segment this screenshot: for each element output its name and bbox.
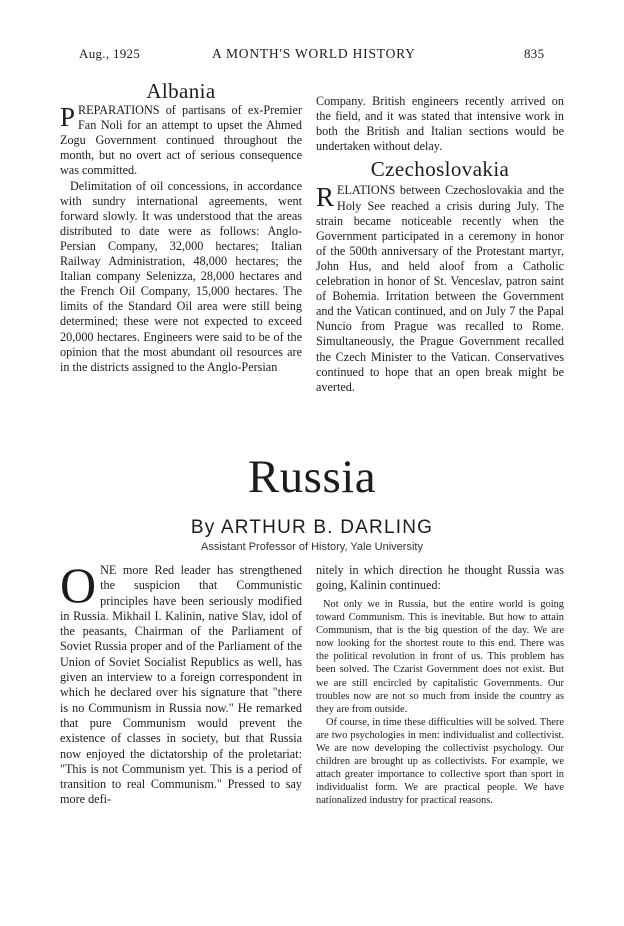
- russia-left-column: [60, 557, 302, 808]
- czechoslovakia-title: Czechoslovakia: [370, 157, 510, 182]
- kalinin-quote: [316, 598, 564, 808]
- author-name: ARTHUR B. DARLING: [220, 517, 434, 538]
- right-top-column: [316, 94, 564, 395]
- russia-body: [60, 557, 302, 808]
- czechoslovakia-paragraph-1: [316, 183, 564, 394]
- albania-paragraph-1: [60, 103, 302, 178]
- albania-drop-cap: P: [60, 102, 76, 133]
- albania-title: Albania: [146, 79, 216, 103]
- czechoslovakia-drop-cap: R: [316, 182, 335, 213]
- czechoslovakia-paragraph-1-text: ELATIONS between Czechoslovakia and the Holy See reached a crisis during July. The strain became noticeable recently when the Government participated in a ceremony in honor of the 500th anniversary of the Protestant martyr, John Hus, and held aloof from a Catholic celebration in honor of St. Venceslav, patron saint of Bohemia. Irritation between the Government and the Vatican continued, and on July 7 the Papal Nuncio from Prague was recalled to Rome. Simultaneously, the Prague Government recalled the Czech Minister to the Vatican. Conservatives continued to hope that an open break might be averted.: [316, 183, 564, 394]
- albania-section: [60, 79, 302, 375]
- albania-paragraph-1-text: REPARATIONS of partisans of ex-Premier Fan Noli for an attempt to upset the Ahmed Zogu Government continued throughout the month, but no overt act of serious consequence was committed.: [60, 103, 302, 178]
- quote-paragraph-1: Not only we in Russia, but the entire world is going toward Communism. This is inevitable. But how to attain Communism, that is the big question of the day. We are now looking for the shortest route to this end. There was the political revolution in front of us. This problem has been solved. The Czarist Government does not exist. But we are still encircled by capitalistic Governments. Our troubles now are not so much from inside the country as they are from outside.: [316, 599, 564, 715]
- header-title: A MONTH'S WORLD HISTORY: [212, 46, 416, 61]
- albania-continued: Company. British engineers recently arrived on the field, and it was stated that intensive work in both the British and Italian sections would be undertaken without delay.: [316, 94, 564, 154]
- header-date: Aug., 1925: [79, 46, 141, 61]
- author-affiliation: Assistant Professor of History, Yale University: [201, 541, 423, 553]
- quote-paragraph-2: Of course, in time these difficulties will be solved. There are two psychologies in men: individualist and collectivist. We are now developing the collectivist psychology. Our children are brought up as collectivists. For example, we attach greater importance to collective sport than sport in individualist form. We are practical people. We have nationalized industry for practical reasons.: [316, 716, 564, 807]
- russia-body-text: NE more Red leader has strengthened the suspicion that Communistic principles have been seriously modified in Russia. Mikhail I. Kalinin, native Slav, idol of the peasants, Chairman of the Parliament of Soviet Russia proper and of the Parliament of the Union of Soviet Socialist Republics as well, has given an interview to a foreign correspondent in which he declared over his signature that "there is no Communism in Russia now." He remarked that pure Communism would prevent the existence of classes in society, but that Russia now enjoyed the dictatorship of the proletariat: "This is not Communism yet. This is a period of transition to real Communism." Pressed to say more defi-: [60, 563, 302, 807]
- russia-drop-cap: O: [60, 557, 97, 613]
- russia-title: Russia: [247, 451, 377, 503]
- header-page-number: 835: [524, 46, 545, 61]
- albania-paragraph-2: Delimitation of oil concessions, in accordance with sundry international agreements, went forward slowly. It was understood that the areas distributed to date were as follows: Anglo-Persian Company, 32,000 hectares; Italian Railway Administration, 48,000 hectares; the Italian company Selenizza, 28,000 hectares and the French Oil Company, 15,000 hectares. The limits of the Standard Oil area were still being determined; these were not expected to exceed 20,000 hectares. Engineers were said to be of the opinion that the most abundant oil resources are in the districts assigned to the Anglo-Persian: [60, 178, 302, 374]
- byline-prefix: By: [190, 517, 216, 538]
- russia-byline: [0, 517, 624, 539]
- russia-body-continued: nitely in which direction he thought Russia was going, Kalinin continued:: [316, 563, 564, 593]
